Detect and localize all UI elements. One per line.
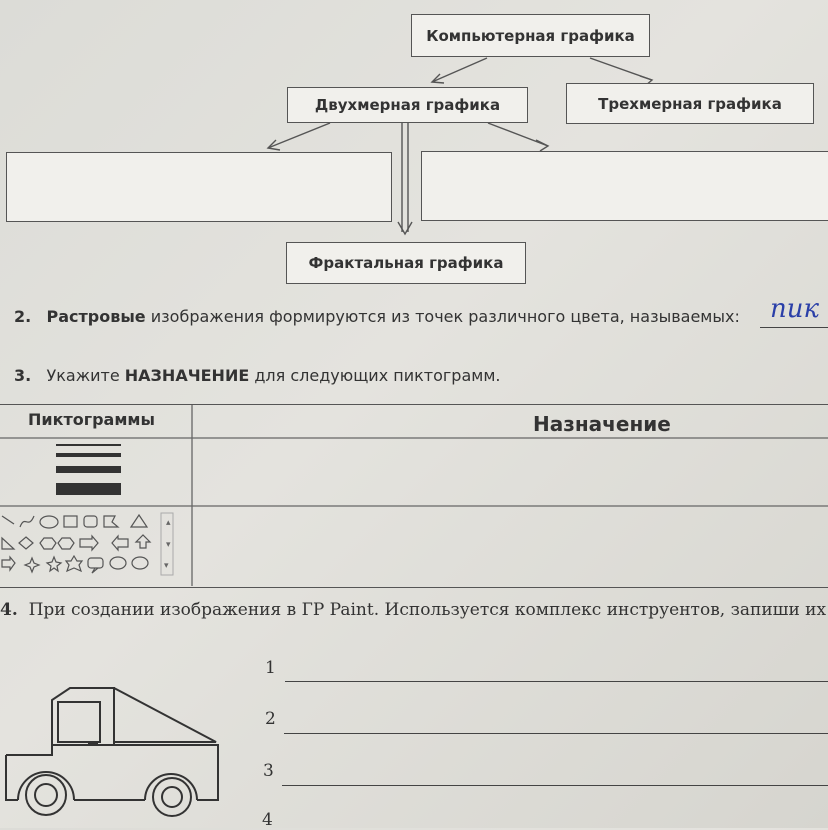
- q4-text: При создании изображения в ГР Paint. Используется комплекс инструентов, запиши их: [28, 600, 827, 620]
- box-3d-graphics-label: Трехмерная графика: [598, 94, 782, 113]
- svg-text:▾: ▾: [166, 540, 171, 550]
- box-computer-graphics-label: Компьютерная графика: [426, 26, 635, 45]
- q3-post: для следующих пиктограмм.: [254, 366, 501, 385]
- box-2d-graphics-label: Двухмерная графика: [314, 96, 501, 114]
- answer-line-number-2: 2: [265, 709, 276, 729]
- q2-text: изображения формируются из точек различного цвета, называемых:: [150, 307, 740, 326]
- q3-number: 3.: [14, 366, 32, 385]
- q2-handwritten-answer: пик: [770, 294, 820, 324]
- q4-number: 4.: [0, 600, 18, 620]
- q2-bold: Растровые: [46, 307, 146, 326]
- q2-number: 2.: [14, 307, 32, 326]
- q3-pre: Укажите: [46, 366, 120, 385]
- table-header-pictograms: Пиктограммы: [28, 410, 155, 429]
- table-header-purpose: Назначение: [533, 412, 671, 436]
- answer-line-number-1: 1: [265, 658, 276, 678]
- svg-text:▾: ▾: [164, 561, 169, 571]
- svg-text:▴: ▴: [166, 518, 171, 528]
- answer-line-number-3: 3: [263, 761, 274, 781]
- answer-line-number-4: 4: [262, 810, 273, 830]
- q3-bold: НАЗНАЧЕНИЕ: [124, 366, 250, 385]
- box-fractal-graphics-label: Фрактальная графика: [308, 254, 504, 272]
